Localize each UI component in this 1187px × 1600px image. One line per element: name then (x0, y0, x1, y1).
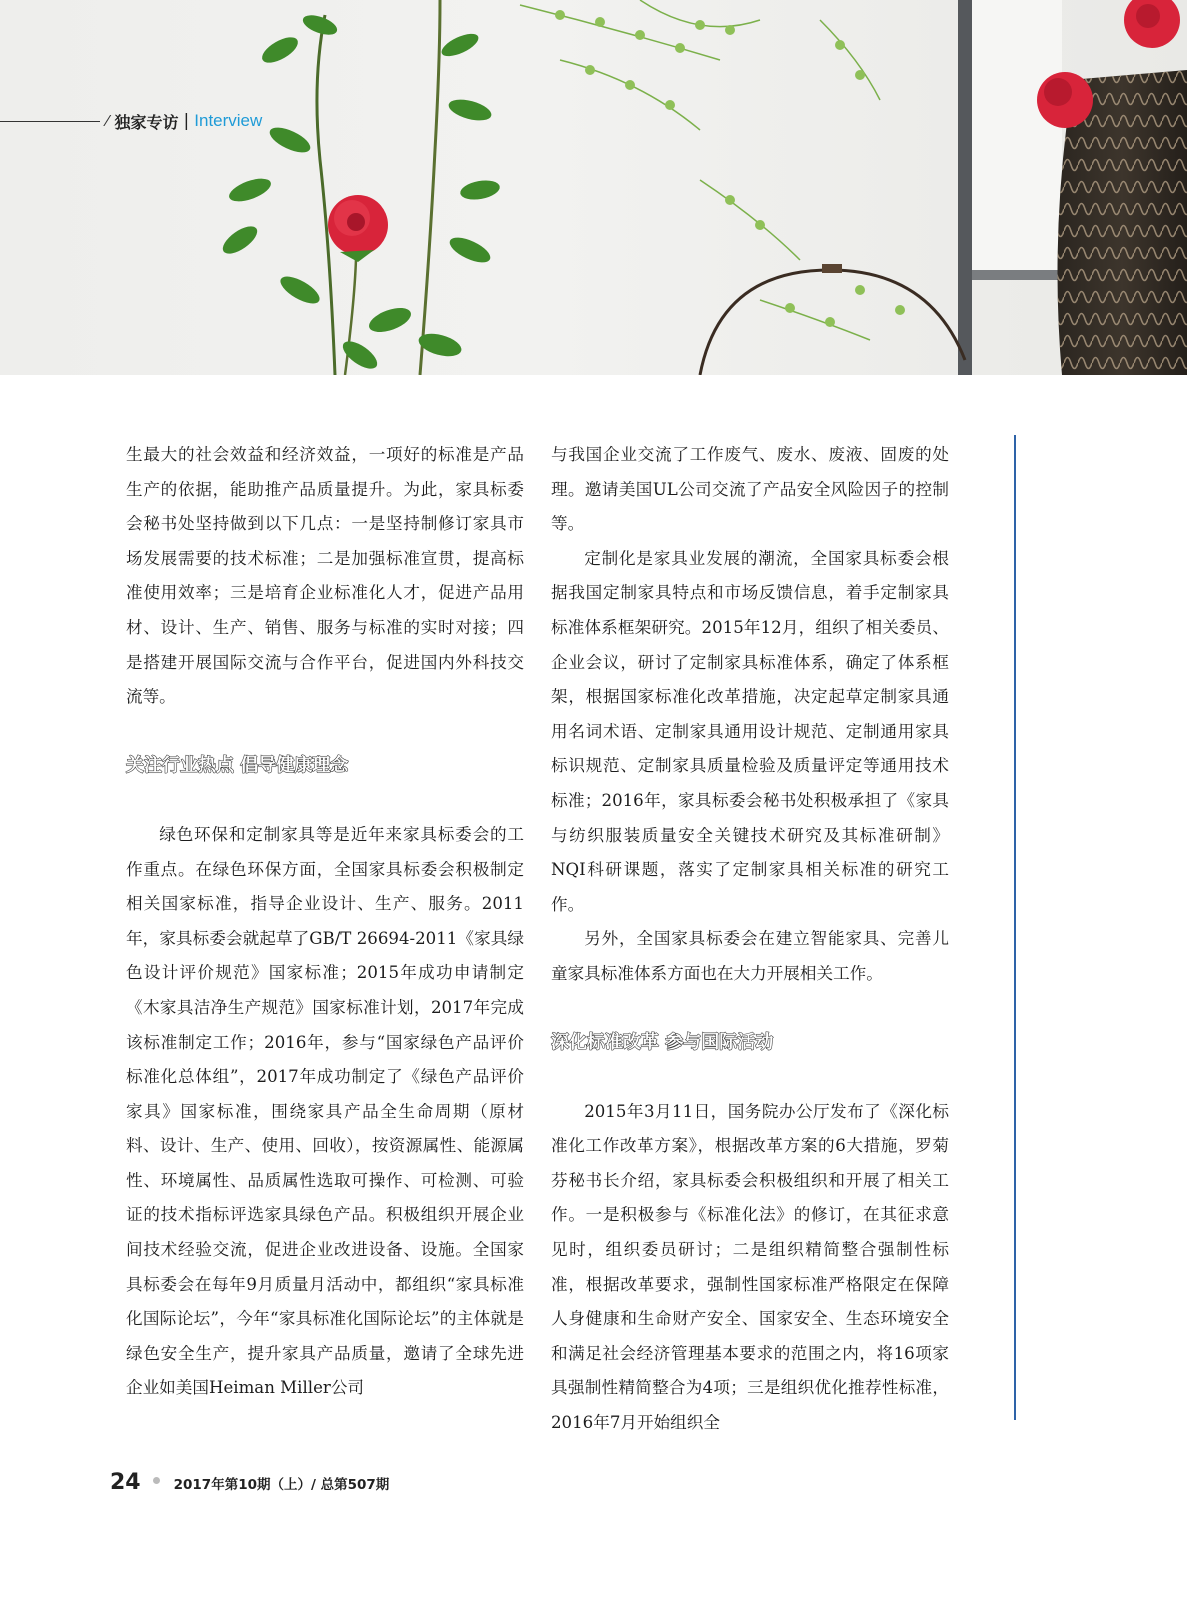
section-separator: | (183, 111, 190, 131)
left-paragraph-1: 生最大的社会效益和经济效益，一项好的标准是产品生产的依据，能助推产品质量提升。为此，家具标委会秘书处坚持做到以下几点：一是坚持制修订家具市场发展需要的技术标准；二是加强标准宣贯，提高标准使用效率；三是培育企业标准化人才，促进产品用材、设计、生产、销售、服务与标准的实时对接；四是搭建开展国际交流与合作平台，促进国内外科技交流等。 (126, 445, 524, 707)
slash-icon: ⁄ (106, 112, 109, 130)
flower-arrangement-illustration (0, 0, 1187, 375)
issue-info: 2017年第10期（上）/ 总第507期 (173, 1477, 390, 1493)
right-paragraph-2: 定制化是家具业发展的潮流，全国家具标委会根据我国定制家具特点和市场反馈信息，着手定制家具标准体系框架研究。2015年12月，组织了相关委员、企业会议，研讨了定制家具标准体系，确定了体系框架，根据国家标准化改革措施，决定起草定制家具通用名词术语、定制家具通用设计规范、定制通用家具标识规范、定制家具质量检验及质量评定等通用技术标准；2016年，家具标委会秘书处积极承担了《家具与纺织服装质量安全关键技术研究及其标准研制》NQI科研课题，落实了定制家具相关标准的研究工作。 (551, 548, 949, 914)
hero-photo (0, 0, 1187, 375)
section-heading-1: 关注行业热点 倡导健康理念 (126, 755, 349, 777)
section-tag-line (0, 121, 100, 122)
page-footer (110, 1470, 389, 1495)
column-rule (1014, 435, 1016, 1420)
left-column (126, 438, 524, 1406)
right-paragraph-3: 另外，全国家具标委会在建立智能家具、完善儿童家具标准体系方面也在大力开展相关工作。 (551, 929, 949, 983)
right-paragraph-4: 2015年3月11日，国务院办公厅发布了《深化标准化工作改革方案》，根据改革方案的6大措施，罗菊芬秘书长介绍，家具标委会积极组织和开展了相关工作。一是积极参与《标准化法》的修订，在其征求意见时，组织委员研讨；二是组织精简整合强制性标准，根据改革要求，强制性国家标准严格限定在保障人身健康和生命财产安全、国家安全、生态环境安全和满足社会经济管理基本要求的范围之内，将16项家具强制性精简整合为4项；三是组织优化推荐性标准，2016年7月开始组织全 (551, 1101, 949, 1433)
left-paragraph-2: 绿色环保和定制家具等是近年来家具标委会的工作重点。在绿色环保方面，全国家具标委会积极制定相关国家标准，指导企业设计、生产、服务。2011年，家具标委会就起草了GB/T 26694-2011《家具绿色设计评价规范》国家标准；2015年成功申请制定《木家具洁净生产规范》国家标准计划，2017年完成该标准制定工作；2016年，参与“国家绿色产品评价标准化总体组”，2017年成功制定了《绿色产品评价家具》国家标准，围绕家具产品全生命周期（原材料、设计、生产、使用、回收），按资源属性、能源属性、环境属性、品质属性选取可操作、可检测、可验证的技术指标评选家具绿色产品。积极组织开展企业间技术经验交流，促进企业改进设备、设施。全国家具标委会在每年9月质量月活动中，都组织“家具标准化国际论坛”，今年“家具标准化国际论坛”的主体就是绿色安全生产，提升家具产品质量，邀请了全球先进企业如美国Heiman Miller公司 (126, 824, 524, 1398)
bullet-dot-icon (153, 1477, 160, 1484)
page-number: 24 (110, 1470, 141, 1495)
section-heading-2: 深化标准改革 参与国际活动 (551, 1032, 774, 1054)
right-column (551, 438, 949, 1441)
section-title-en: Interview (194, 111, 263, 130)
section-tag (0, 108, 262, 134)
right-paragraph-1: 与我国企业交流了工作废气、废水、废液、固废的处理。邀请美国UL公司交流了产品安全风险因子的控制等。 (551, 445, 949, 534)
section-title-cn: 独家专访 (114, 112, 179, 132)
